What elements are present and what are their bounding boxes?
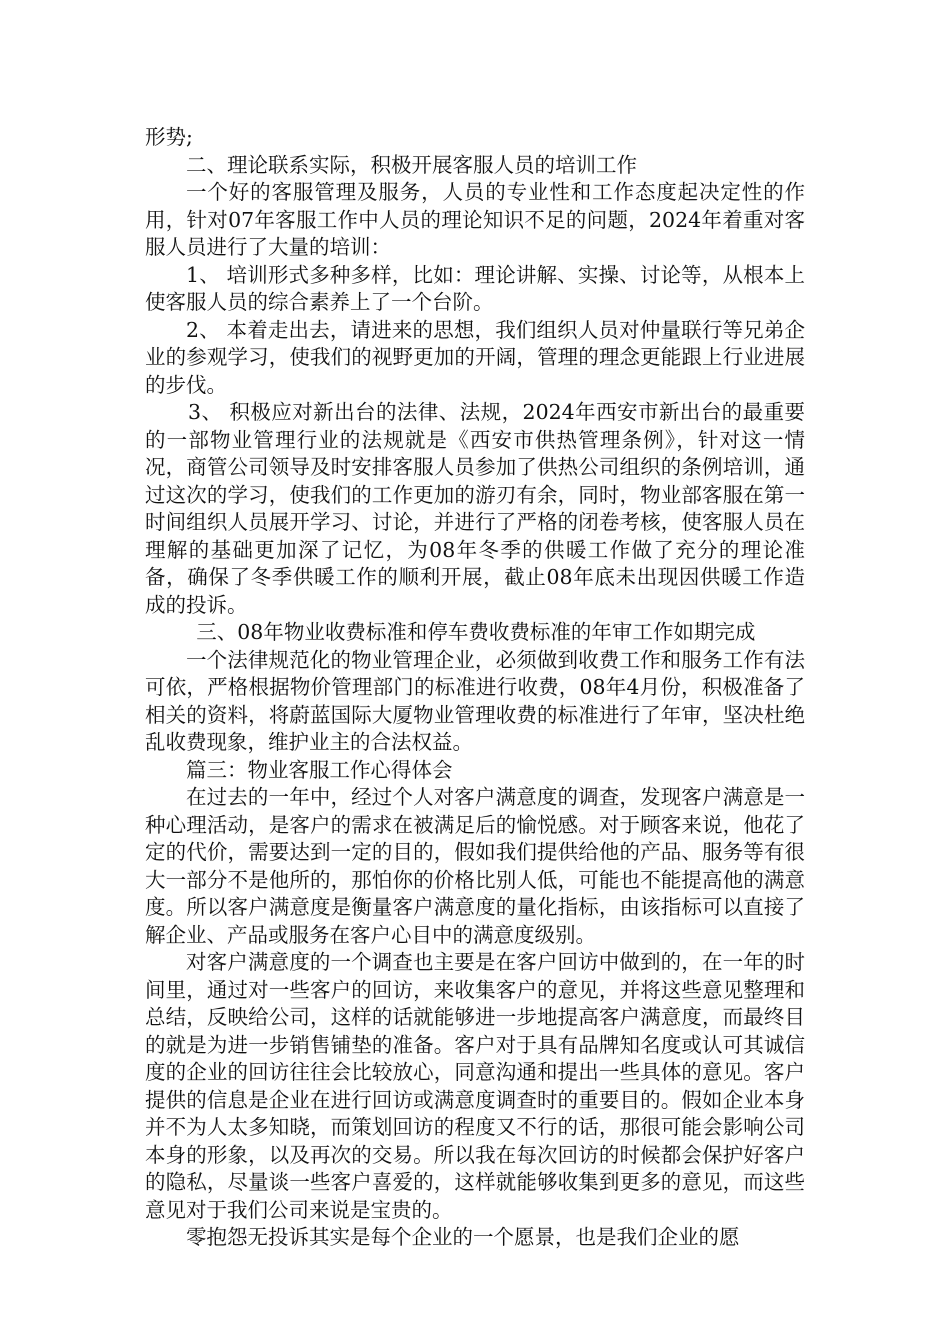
paragraph: 对客户满意度的一个调查也主要是在客户回访中做到的，在一年的时间里，通过对一些客户的回访，来收集客户的意见，并将这些意见整理和总结，反映给公司，这样的话就能够进一步地提高客户满意度，而最终目的就是为进一步销售铺垫的准备。客户对于具有品牌知名度或认可其诚信度的企业的回访往往会比较放心，同意沟通和提出一些具体的意见。客户提供的信息是企业在进行回访或满意度调查时的重要目的。假如企业本身并不为人太多知晓，而策划回访的程度又不行的话，那很可能会影响公司本身的形象，以及再次的交易。所以我在每次回访的时候都会保护好客户的隐私，尽量谈一些客户喜爱的，这样就能够收集到更多的意见，而这些意见对于我们公司来说是宝贵的。 xyxy=(145,950,805,1222)
section-heading: 篇三：物业客服工作心得体会 xyxy=(186,757,453,782)
document-body xyxy=(145,124,805,1252)
paragraph: 零抱怨无投诉其实是每个企业的一个愿景，也是我们企业的愿 xyxy=(186,1225,740,1249)
list-item: 2、 本着走出去，请进来的思想，我们组织人员对仲量联行等兄弟企业的参观学习，使我们的视野更加的开阔，管理的理念更能跟上行业进展的步伐。 xyxy=(145,317,805,397)
paragraph: 一个好的客服管理及服务，人员的专业性和工作态度起决定性的作用，针对07年客服工作中人员的理论知识不足的问题，2024年着重对客服人员进行了大量的培训： xyxy=(145,180,805,259)
paragraph: 形势; xyxy=(145,125,193,149)
list-item: 1、 培训形式多种多样，比如：理论讲解、实操、讨论等，从根本上使客服人员的综合素养上了一个台阶。 xyxy=(145,262,805,314)
paragraph: 在过去的一年中，经过个人对客户满意度的调查，发现客户满意是一种心理活动，是客户的需求在被满足后的愉悦感。对于顾客来说，他花了定的代价，需要达到一定的目的，假如我们提供给他的产品、服务等有很大一部分不是他所的，那怕你的价格比别人低，可能也不能提高他的满意度。所以客户满意度是衡量客户满意度的量化指标，由该指标可以直接了解企业、产品或服务在客户心目中的满意度级别。 xyxy=(145,785,805,947)
list-item: 3、 积极应对新出台的法律、法规，2024年西安市新出台的最重要的一部物业管理行业的法规就是《西安市供热管理条例》，针对这一情况，商管公司领导及时安排客服人员参加了供热公司组织的条例培训，通过这次的学习，使我们的工作更加的游刃有余，同时，物业部客服在第一时间组织人员展开学习、讨论，并进行了严格的闭卷考核，使客服人员在理解的基础更加深了记忆，为08年冬季的供暖工作做了充分的理论准备，确保了冬季供暖工作的顺利开展，截止08年底未出现因供暖工作造成的投诉。 xyxy=(145,400,805,617)
section-heading: 二、理论联系实际，积极开展客服人员的培训工作 xyxy=(186,152,637,177)
section-heading: 三、08年物业收费标准和停车费收费标准的年审工作如期完成 xyxy=(196,620,756,644)
paragraph: 一个法律规范化的物业管理企业，必须做到收费工作和服务工作有法可依，严格根据物价管理部门的标准进行收费，08年4月份，积极准备了相关的资料，将蔚蓝国际大厦物业管理收费的标准进行了年审，坚决杜绝乱收费现象，维护业主的合法权益。 xyxy=(145,647,805,754)
